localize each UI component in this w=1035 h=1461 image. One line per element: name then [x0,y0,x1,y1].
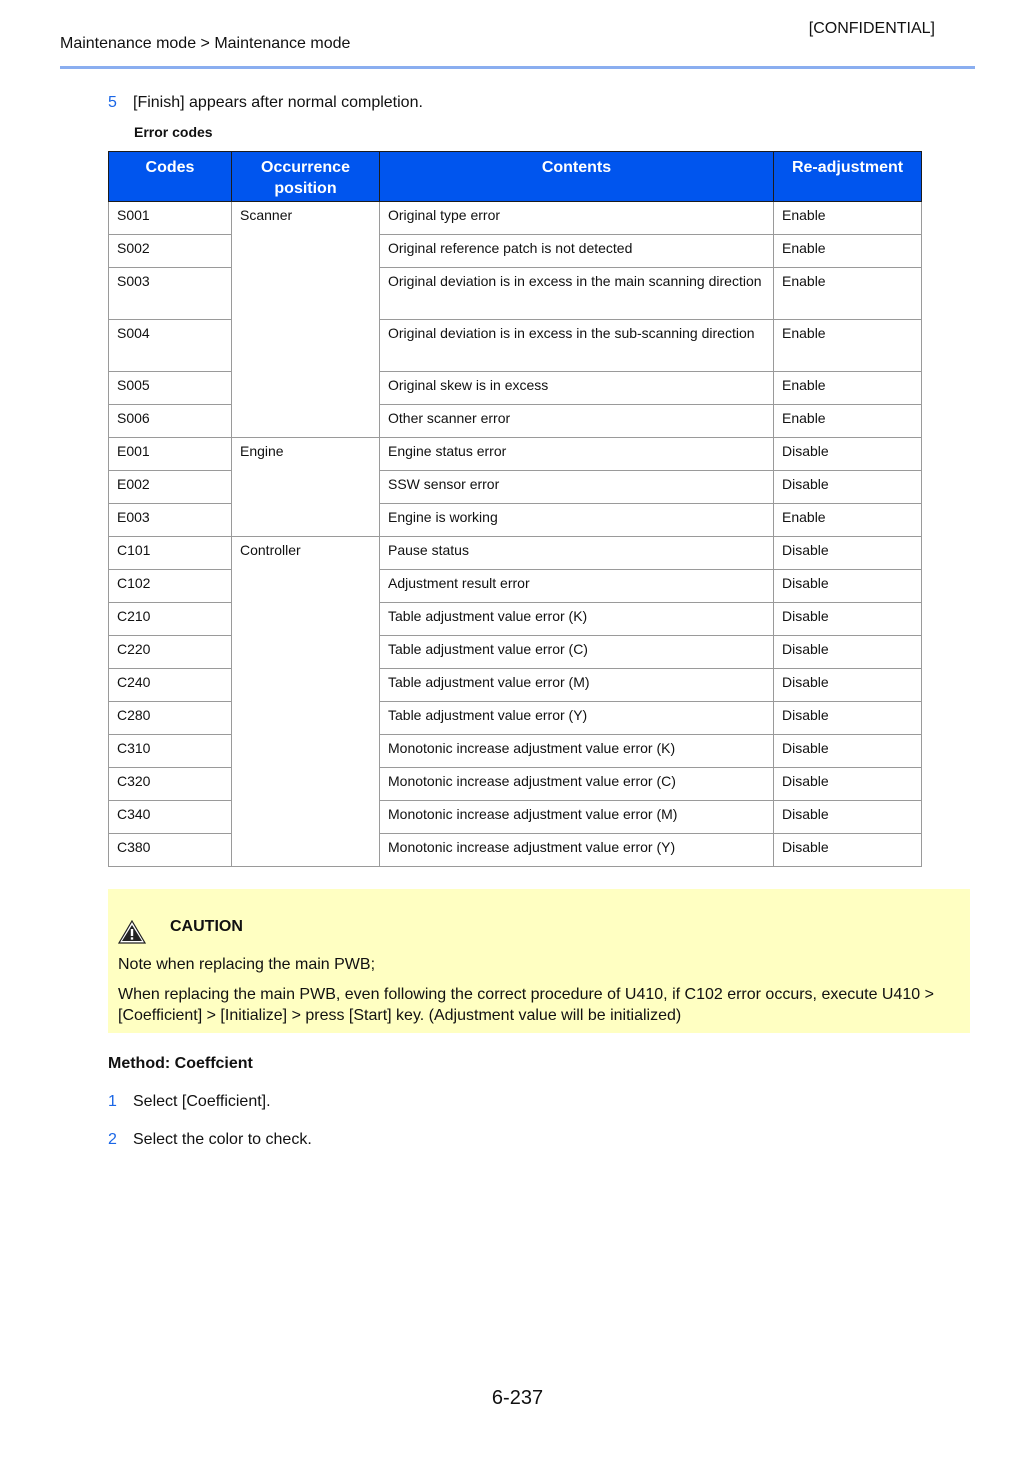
column-header-contents: Contents [380,152,774,202]
readjust-cell: Enable [774,235,922,268]
step-1 [108,1093,271,1111]
table-row [109,603,922,636]
step-text: Select the color to check. [133,1131,312,1148]
contents-cell: Monotonic increase adjustment value error (C) [380,768,774,801]
readjust-cell: Disable [774,669,922,702]
table-row [109,405,922,438]
code-cell: C320 [109,768,232,801]
code-cell: C280 [109,702,232,735]
readjust-cell: Enable [774,268,922,320]
step-text: Select [Coefficient]. [133,1093,271,1110]
table-row [109,537,922,570]
contents-cell: SSW sensor error [380,471,774,504]
readjust-cell: Disable [774,735,922,768]
confidential-label: [CONFIDENTIAL] [808,20,935,37]
table-row [109,320,922,372]
contents-cell: Table adjustment value error (M) [380,669,774,702]
contents-cell: Adjustment result error [380,570,774,603]
readjust-cell: Enable [774,405,922,438]
caution-title: CAUTION [170,918,243,935]
code-cell: S001 [109,202,232,235]
readjust-cell: Disable [774,438,922,471]
table-row [109,438,922,471]
readjust-cell: Enable [774,320,922,372]
table-row [109,768,922,801]
header-divider [60,66,975,69]
readjust-cell: Disable [774,768,922,801]
readjust-cell: Disable [774,537,922,570]
method-heading: Method: Coeffcient [108,1055,253,1072]
table-row [109,235,922,268]
step-text: [Finish] appears after normal completion. [133,94,423,111]
breadcrumb: Maintenance mode > Maintenance mode [60,35,351,52]
code-cell: S003 [109,268,232,320]
column-header-codes: Codes [109,152,232,202]
table-row [109,801,922,834]
code-cell: C102 [109,570,232,603]
contents-cell: Original deviation is in excess in the sub-scanning direction [380,320,774,372]
contents-cell: Original skew is in excess [380,372,774,405]
page-number: 6-237 [491,1387,544,1409]
readjust-cell: Disable [774,570,922,603]
code-cell: C340 [109,801,232,834]
table-row [109,570,922,603]
caution-note: Note when replacing the main PWB; [118,956,376,973]
caution-box [108,889,970,1033]
readjust-cell: Enable [774,372,922,405]
contents-cell: Monotonic increase adjustment value error (K) [380,735,774,768]
table-row [109,504,922,537]
position-cell: Scanner [232,202,380,438]
column-header-re-adjustment: Re-adjustment [774,152,922,202]
contents-cell: Table adjustment value error (K) [380,603,774,636]
code-cell: C220 [109,636,232,669]
code-cell: S005 [109,372,232,405]
warning-triangle-icon [118,920,146,944]
code-cell: E003 [109,504,232,537]
contents-cell: Monotonic increase adjustment value error (M) [380,801,774,834]
table-row [109,735,922,768]
readjust-cell: Enable [774,504,922,537]
readjust-cell: Disable [774,801,922,834]
contents-cell: Pause status [380,537,774,570]
code-cell: C240 [109,669,232,702]
readjust-cell: Disable [774,702,922,735]
error-codes-table [108,151,922,867]
readjust-cell: Disable [774,603,922,636]
table-row [109,669,922,702]
code-cell: E002 [109,471,232,504]
readjust-cell: Disable [774,471,922,504]
contents-cell: Original type error [380,202,774,235]
contents-cell: Engine is working [380,504,774,537]
table-row [109,702,922,735]
code-cell: S002 [109,235,232,268]
position-cell: Engine [232,438,380,537]
readjust-cell: Disable [774,834,922,867]
contents-cell: Table adjustment value error (Y) [380,702,774,735]
step-2 [108,1131,312,1149]
contents-cell: Monotonic increase adjustment value error (Y) [380,834,774,867]
readjust-cell: Enable [774,202,922,235]
contents-cell: Other scanner error [380,405,774,438]
table-row [109,268,922,320]
contents-cell: Original reference patch is not detected [380,235,774,268]
contents-cell: Table adjustment value error (C) [380,636,774,669]
table-row [109,471,922,504]
code-cell: S006 [109,405,232,438]
position-cell: Controller [232,537,380,867]
table-row [109,834,922,867]
table-row [109,636,922,669]
step-number: 5 [108,94,117,111]
readjust-cell: Disable [774,636,922,669]
step-number: 2 [108,1131,117,1148]
code-cell: S004 [109,320,232,372]
step-5 [108,94,423,112]
contents-cell: Original deviation is in excess in the main scanning direction [380,268,774,320]
table-row [109,372,922,405]
code-cell: E001 [109,438,232,471]
table-header-row [109,152,922,202]
error-codes-heading: Error codes [134,124,213,140]
table-row [109,202,922,235]
contents-cell: Engine status error [380,438,774,471]
code-cell: C310 [109,735,232,768]
code-cell: C101 [109,537,232,570]
step-number: 1 [108,1093,117,1110]
caution-body: When replacing the main PWB, even following the correct procedure of U410, if C102 error occurs, execute U410 > [Coefficient] > [Initialize] > press [Start] key. (Adjustment value will be initialized) [118,986,934,1024]
code-cell: C380 [109,834,232,867]
column-header-occurrence-position: Occurrence position [232,152,380,202]
code-cell: C210 [109,603,232,636]
